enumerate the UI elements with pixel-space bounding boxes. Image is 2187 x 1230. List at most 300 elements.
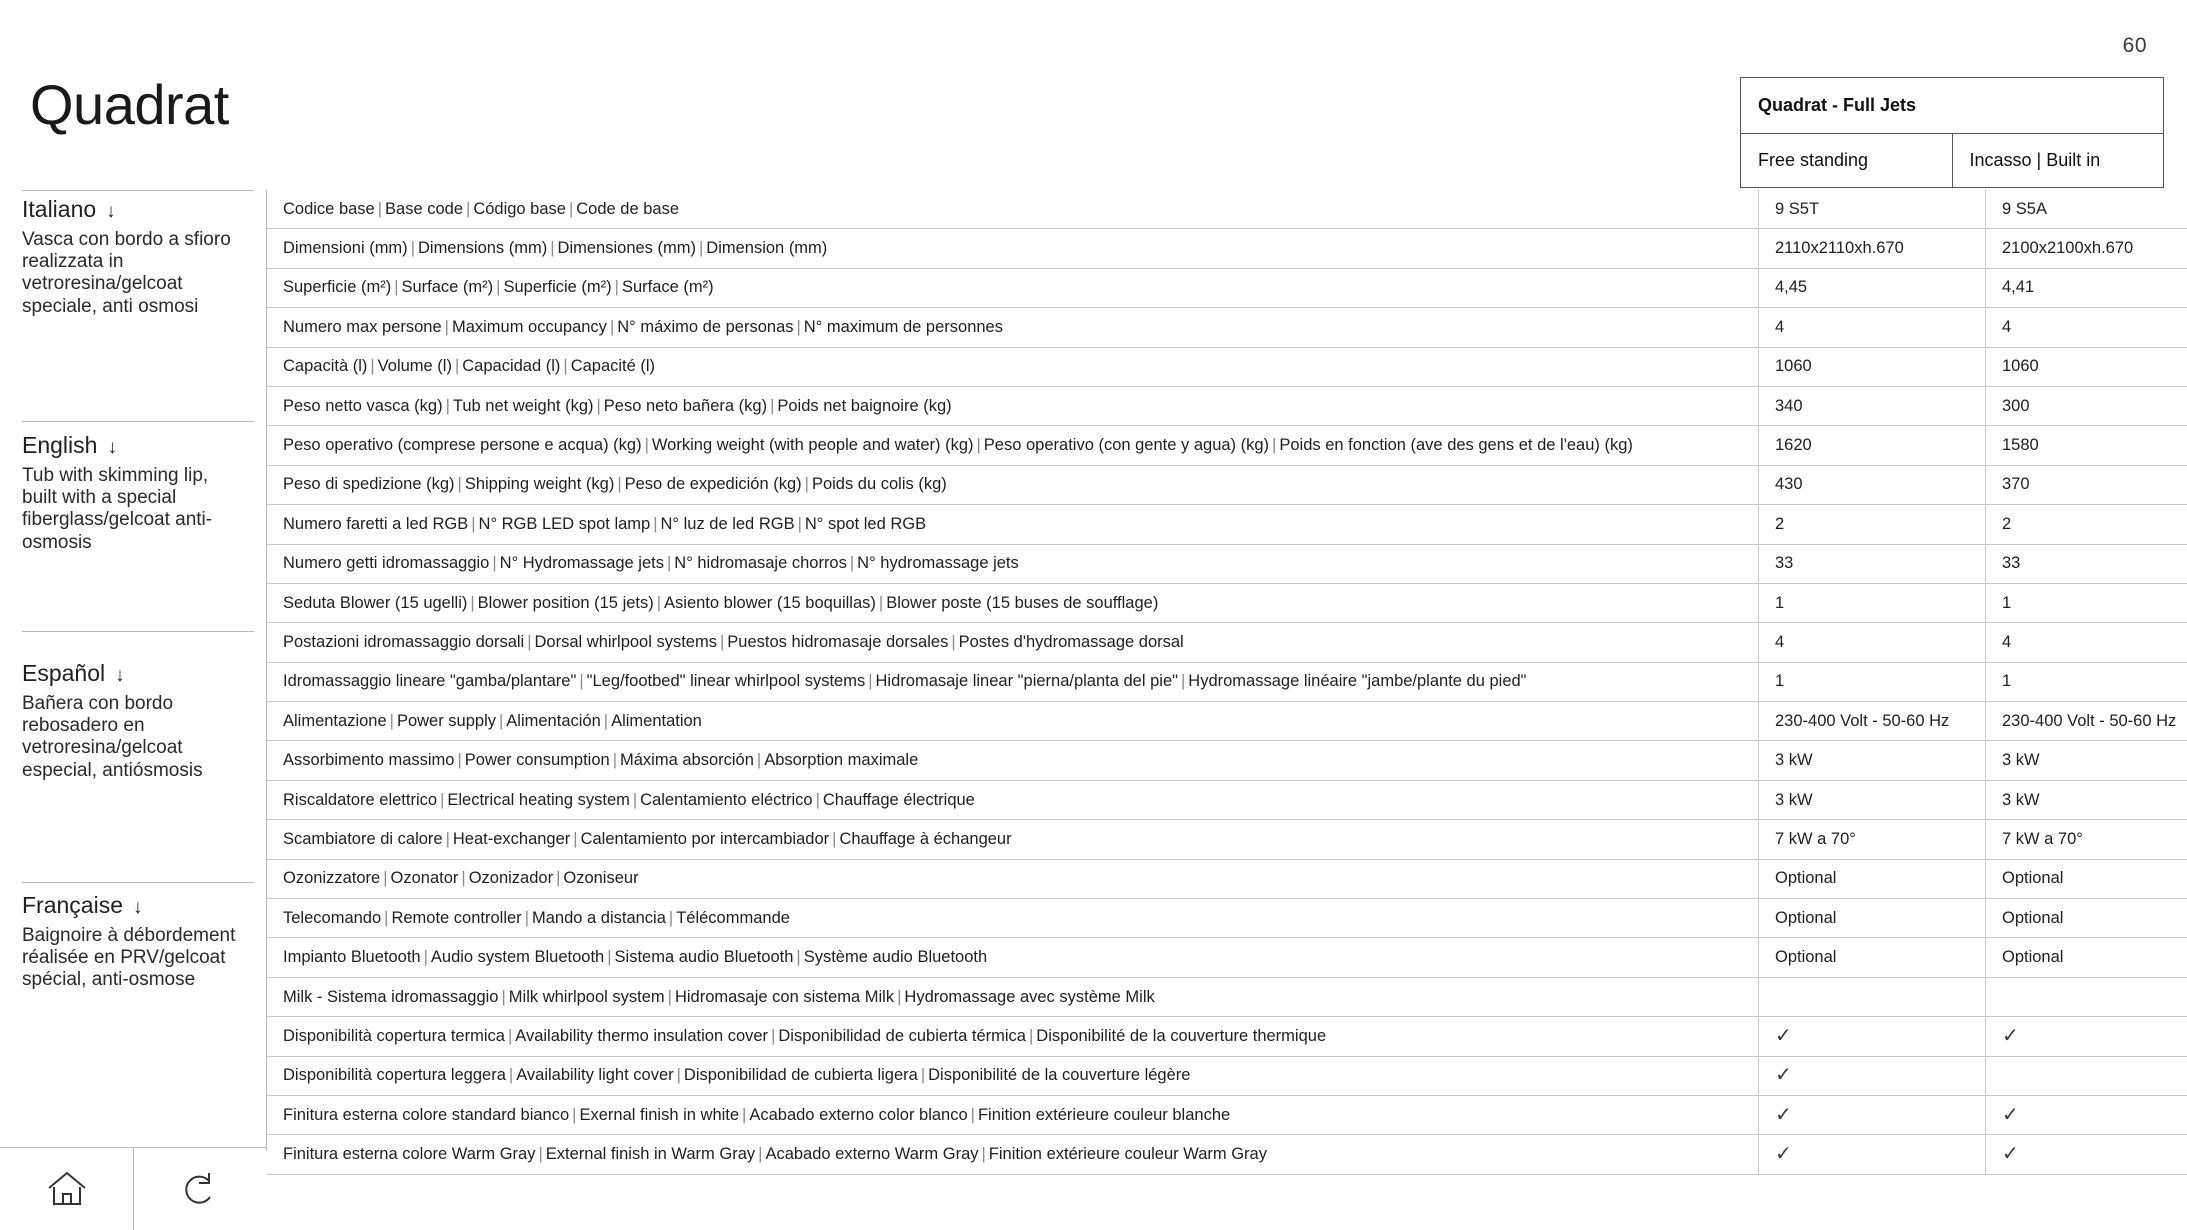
spec-label xyxy=(267,702,1759,741)
spec-label-part: Ozonator xyxy=(390,869,459,888)
language-block-italiano xyxy=(22,196,254,422)
spec-label-part: Surface (m²) xyxy=(621,278,714,297)
language-heading xyxy=(22,432,254,459)
check-icon: ✓ xyxy=(1775,1103,1792,1126)
spec-label-part: Seduta Blower (15 ugelli) xyxy=(283,593,468,612)
spec-label-part: N° RGB LED spot lamp xyxy=(478,514,651,533)
spec-label-part: Disponibilité de la couverture légère xyxy=(928,1066,1191,1085)
spec-label xyxy=(267,347,1759,386)
spec-value-free-standing xyxy=(1759,1056,1986,1095)
spec-label-part: Exernal finish in white xyxy=(579,1105,740,1124)
separator: | xyxy=(568,199,574,218)
spec-value-built-in xyxy=(1986,1017,2187,1056)
spec-label-part: Milk whirlpool system xyxy=(508,987,665,1006)
spec-value-free-standing xyxy=(1759,1095,1986,1134)
separator: | xyxy=(445,396,450,415)
spec-value-free-standing xyxy=(1759,1017,1986,1056)
spec-label-part: Electrical heating system xyxy=(447,790,630,809)
spec-value-built-in: 33 xyxy=(1986,544,2187,583)
spec-label xyxy=(267,268,1759,307)
spec-label-part: Hidromasaje linear "pierna/planta del pie" xyxy=(875,672,1178,691)
separator: | xyxy=(603,711,609,730)
down-arrow-icon: ↓ xyxy=(115,665,125,686)
spec-label-part: Audio system Bluetooth xyxy=(430,948,605,967)
spec-label-part: Power supply xyxy=(396,711,496,730)
spec-value-built-in: 300 xyxy=(1986,386,2187,425)
spec-label-part: Acabado externo color blanco xyxy=(749,1105,968,1124)
separator: | xyxy=(501,987,506,1006)
check-icon: ✓ xyxy=(1775,1024,1792,1047)
spec-value-free-standing: 1 xyxy=(1759,662,1986,701)
footer-nav xyxy=(0,1148,267,1230)
column-header-built-in: Incasso | Built in xyxy=(1952,134,2164,187)
language-heading xyxy=(22,196,254,223)
spec-value-free-standing: 430 xyxy=(1759,465,1986,504)
specifications-table xyxy=(267,190,2187,1175)
separator: | xyxy=(832,829,837,848)
language-heading xyxy=(22,660,254,687)
spec-label-part: Remote controller xyxy=(391,908,522,927)
table-row xyxy=(267,229,2187,268)
separator: | xyxy=(384,908,389,927)
spec-value-built-in: 3 kW xyxy=(1986,780,2187,819)
spec-value-free-standing: 1060 xyxy=(1759,347,1986,386)
spec-label-part: Código base xyxy=(473,199,566,218)
separator: | xyxy=(383,869,388,888)
separator: | xyxy=(556,869,561,888)
separator: | xyxy=(496,278,501,297)
separator: | xyxy=(849,554,855,573)
spec-label-part: Poids du colis (kg) xyxy=(811,475,947,494)
separator: | xyxy=(668,908,674,927)
spec-value-free-standing: 33 xyxy=(1759,544,1986,583)
separator: | xyxy=(389,711,394,730)
spec-label-part: Postazioni idromassaggio dorsali xyxy=(283,632,525,651)
separator: | xyxy=(499,711,504,730)
separator: | xyxy=(492,554,497,573)
separator: | xyxy=(1029,1026,1034,1045)
separator: | xyxy=(524,908,529,927)
spec-value-built-in: Optional xyxy=(1986,899,2187,938)
separator: | xyxy=(1181,672,1186,691)
spec-label-part: Finition extérieure couleur blanche xyxy=(977,1105,1231,1124)
spec-value-free-standing: 2 xyxy=(1759,505,1986,544)
separator: | xyxy=(410,239,415,258)
down-arrow-icon: ↓ xyxy=(132,897,143,918)
spec-label-part: Capacità (l) xyxy=(283,357,368,376)
separator: | xyxy=(572,1105,577,1124)
spec-label-part: Code de base xyxy=(576,199,680,218)
separator: | xyxy=(656,593,662,612)
spec-label xyxy=(267,1095,1759,1134)
spec-value-free-standing: 7 kW a 70° xyxy=(1759,820,1986,859)
table-row xyxy=(267,741,2187,780)
spec-label xyxy=(267,229,1759,268)
spec-label-part: Dimensiones (mm) xyxy=(557,239,696,258)
language-descriptions xyxy=(22,196,254,1116)
separator: | xyxy=(981,1145,986,1164)
separator: | xyxy=(868,672,873,691)
page-number: 60 xyxy=(2122,34,2147,57)
spec-label-part: N° hidromasaje chorros xyxy=(674,554,847,573)
spec-label-part: Telecomando xyxy=(283,908,382,927)
spec-label xyxy=(267,1135,1759,1174)
table-row xyxy=(267,386,2187,425)
spec-value-built-in: 370 xyxy=(1986,465,2187,504)
spec-label xyxy=(267,780,1759,819)
separator: | xyxy=(771,1026,776,1045)
spec-value-free-standing xyxy=(1759,1135,1986,1174)
spec-label-part: Hidromasaje con sistema Milk xyxy=(674,987,895,1006)
spec-value-built-in: 9 S5A xyxy=(1986,190,2187,229)
table-row xyxy=(267,190,2187,229)
spec-value-free-standing: 1 xyxy=(1759,583,1986,622)
language-text: Vasca con bordo a sfioro realizzata in vetroresina/gelcoat speciale, anti osmosi xyxy=(22,229,231,317)
spec-value-built-in: 2100x2100xh.670 xyxy=(1986,229,2187,268)
language-block-espanol xyxy=(22,660,254,882)
back-arrow-icon xyxy=(179,1169,223,1209)
spec-label-part: Calentamiento eléctrico xyxy=(640,790,813,809)
table-row xyxy=(267,1056,2187,1095)
spec-label-part: Idromassaggio lineare "gamba/plantare" xyxy=(283,672,577,691)
separator: | xyxy=(617,475,622,494)
check-icon: ✓ xyxy=(1775,1064,1792,1087)
spec-label xyxy=(267,938,1759,977)
spec-label-part: Blower poste (15 buses de soufflage) xyxy=(886,593,1159,612)
separator: | xyxy=(471,514,476,533)
spec-label-part: Mando a distancia xyxy=(531,908,666,927)
separator: | xyxy=(538,1145,543,1164)
separator: | xyxy=(797,514,802,533)
column-header-free-standing: Free standing xyxy=(1758,150,1869,170)
separator: | xyxy=(394,278,399,297)
separator: | xyxy=(563,357,568,376)
table-row xyxy=(267,623,2187,662)
spec-label xyxy=(267,820,1759,859)
check-icon: ✓ xyxy=(1775,1143,1792,1166)
spec-value-free-standing: 3 kW xyxy=(1759,780,1986,819)
spec-label-part: Numero faretti a led RGB xyxy=(283,514,469,533)
separator: | xyxy=(1272,436,1277,455)
spec-label xyxy=(267,1017,1759,1056)
spec-label-part: Availability thermo insulation cover xyxy=(515,1026,769,1045)
spec-value-built-in xyxy=(1986,1135,2187,1174)
table-row xyxy=(267,1017,2187,1056)
separator: | xyxy=(508,1066,514,1085)
spec-label-part: Assorbimento massimo xyxy=(283,751,455,770)
spec-label xyxy=(267,308,1759,347)
spec-label-part: Alimentación xyxy=(506,711,601,730)
spec-label-part: Calentamiento por intercambiador xyxy=(580,829,830,848)
separator: | xyxy=(719,632,725,651)
spec-value-built-in: 1060 xyxy=(1986,347,2187,386)
spec-value-free-standing: 340 xyxy=(1759,386,1986,425)
spec-label-part: Milk - Sistema idromassaggio xyxy=(283,987,499,1006)
spec-value-built-in: Optional xyxy=(1986,938,2187,977)
separator: | xyxy=(878,593,884,612)
separator: | xyxy=(698,239,704,258)
spec-label-part: Peso neto bañera (kg) xyxy=(603,396,768,415)
spec-label-part: Disponibilité de la couverture thermique xyxy=(1036,1026,1327,1045)
spec-label-part: Système audio Bluetooth xyxy=(803,948,988,967)
spec-label-part: "Leg/footbed" linear whirlpool systems xyxy=(586,672,866,691)
spec-label-part: Dimensioni (mm) xyxy=(283,239,408,258)
separator: | xyxy=(758,1145,763,1164)
spec-value-built-in: 1 xyxy=(1986,583,2187,622)
language-name: English xyxy=(22,432,98,458)
spec-value-built-in: 4 xyxy=(1986,623,2187,662)
spec-label xyxy=(267,505,1759,544)
table-row xyxy=(267,702,2187,741)
language-name: Español xyxy=(22,660,106,686)
spec-value-built-in: 1580 xyxy=(1986,426,2187,465)
language-block-francaise xyxy=(22,892,254,1106)
separator: | xyxy=(440,790,445,809)
spec-label-part: Disponibilidad de cubierta ligera xyxy=(683,1066,918,1085)
separator: | xyxy=(573,829,578,848)
spec-label-part: Alimentation xyxy=(611,711,702,730)
spec-label-part: Peso de expedición (kg) xyxy=(624,475,802,494)
spec-label-part: Ozoniseur xyxy=(563,869,639,888)
home-button[interactable] xyxy=(0,1148,133,1230)
spec-label-part: Blower position (15 jets) xyxy=(477,593,654,612)
spec-label-part: N° hydromassage jets xyxy=(857,554,1019,573)
spec-label-part: Absorption maximale xyxy=(764,751,919,770)
table-row xyxy=(267,938,2187,977)
spec-label-part: Disponibilità copertura leggera xyxy=(283,1066,506,1085)
separator: | xyxy=(579,672,584,691)
table-row xyxy=(267,1135,2187,1174)
spec-label-part: Puestos hidromasaje dorsales xyxy=(727,632,949,651)
divider xyxy=(22,190,254,191)
spec-label-part: Riscaldatore elettrico xyxy=(283,790,438,809)
separator: | xyxy=(609,317,615,336)
language-text: Baignoire à débordement réalisée en PRV/gelcoat spécial, anti-osmose xyxy=(22,925,236,991)
spec-label-part: Scambiatore di calore xyxy=(283,829,443,848)
separator: | xyxy=(607,948,612,967)
check-icon: ✓ xyxy=(2002,1103,2019,1126)
spec-label-part: Shipping weight (kg) xyxy=(464,475,615,494)
spec-label-part: Asiento blower (15 boquillas) xyxy=(664,593,876,612)
separator: | xyxy=(970,1105,975,1124)
separator: | xyxy=(742,1105,747,1124)
separator: | xyxy=(612,751,617,770)
separator: | xyxy=(804,475,809,494)
separator: | xyxy=(815,790,820,809)
separator: | xyxy=(454,357,460,376)
spec-label-part: Surface (m²) xyxy=(401,278,494,297)
spec-label-part: Hydromassage avec système Milk xyxy=(904,987,1155,1006)
table-row xyxy=(267,662,2187,701)
table-row xyxy=(267,465,2187,504)
table-row xyxy=(267,780,2187,819)
spec-label-part: Impianto Bluetooth xyxy=(283,948,421,967)
spec-label-part: Dorsal whirlpool systems xyxy=(534,632,717,651)
separator: | xyxy=(770,396,775,415)
table-row xyxy=(267,268,2187,307)
spec-label xyxy=(267,859,1759,898)
separator: | xyxy=(920,1066,926,1085)
spec-label-part: Availability light cover xyxy=(516,1066,674,1085)
table-row xyxy=(267,347,2187,386)
spec-value-built-in: 230-400 Volt - 50-60 Hz xyxy=(1986,702,2187,741)
separator: | xyxy=(444,317,449,336)
separator: | xyxy=(796,948,801,967)
table-row xyxy=(267,859,2187,898)
language-name: Italiano xyxy=(22,196,97,222)
spec-value-built-in: Optional xyxy=(1986,859,2187,898)
table-row xyxy=(267,977,2187,1016)
spec-label-part: Ozonizador xyxy=(468,869,554,888)
separator: | xyxy=(596,396,601,415)
separator: | xyxy=(976,436,981,455)
down-arrow-icon: ↓ xyxy=(106,201,116,222)
spec-label-part: Dimensions (mm) xyxy=(417,239,548,258)
spec-label-part: Base code xyxy=(385,199,464,218)
spec-value-built-in xyxy=(1986,1095,2187,1134)
spec-label-part: Máxima absorción xyxy=(620,751,754,770)
separator: | xyxy=(667,987,672,1006)
separator: | xyxy=(897,987,902,1006)
spec-label-part: Chauffage électrique xyxy=(822,790,975,809)
spec-label-part: Peso operativo (con gente y agua) (kg) xyxy=(983,436,1270,455)
separator: | xyxy=(550,239,555,258)
spec-label-part: Numero getti idromassaggio xyxy=(283,554,490,573)
spec-value-free-standing: 230-400 Volt - 50-60 Hz xyxy=(1759,702,1986,741)
separator: | xyxy=(423,948,428,967)
spec-value-built-in: 2 xyxy=(1986,505,2187,544)
product-header-title: Quadrat - Full Jets xyxy=(1741,78,2163,134)
home-icon xyxy=(45,1169,89,1209)
language-text: Tub with skimming lip, built with a special fiberglass/gelcoat anti-osmosis xyxy=(22,465,213,553)
spec-label-part: Capacité (l) xyxy=(570,357,656,376)
spec-label-part: N° máximo de personas xyxy=(617,317,794,336)
separator: | xyxy=(466,199,471,218)
spec-label-part: Finition extérieure couleur Warm Gray xyxy=(988,1145,1267,1164)
separator: | xyxy=(676,1066,681,1085)
separator: | xyxy=(470,593,475,612)
spec-label-part: Ozonizzatore xyxy=(283,869,381,888)
separator: | xyxy=(796,317,801,336)
spec-value-free-standing: Optional xyxy=(1759,938,1986,977)
spec-label-part: N° luz de led RGB xyxy=(660,514,795,533)
language-heading xyxy=(22,892,254,919)
spec-label-part: Tub net weight (kg) xyxy=(452,396,594,415)
spec-label-part: Poids net baignoire (kg) xyxy=(777,396,952,415)
spec-label-part: Postes d'hydromassage dorsal xyxy=(958,632,1184,651)
spec-label-part: Finitura esterna colore Warm Gray xyxy=(283,1145,536,1164)
spec-label-part: Finitura esterna colore standard bianco xyxy=(283,1105,570,1124)
separator: | xyxy=(461,869,466,888)
spec-label xyxy=(267,662,1759,701)
check-icon: ✓ xyxy=(2002,1024,2019,1047)
spec-value-built-in: 3 kW xyxy=(1986,741,2187,780)
product-header-columns xyxy=(1741,134,2163,188)
spec-label-part: Disponibilità copertura termica xyxy=(283,1026,505,1045)
spec-label-part: Peso netto vasca (kg) xyxy=(283,396,443,415)
spec-label xyxy=(267,426,1759,465)
table-row xyxy=(267,308,2187,347)
spec-label xyxy=(267,583,1759,622)
spec-label-part: Heat-exchanger xyxy=(452,829,571,848)
spec-label-part: Alimentazione xyxy=(283,711,387,730)
spec-label xyxy=(267,190,1759,229)
separator: | xyxy=(632,790,638,809)
spec-value-built-in xyxy=(1986,1056,2187,1095)
spec-label-part: Working weight (with people and water) (kg) xyxy=(651,436,974,455)
spec-label-part: Acabado externo Warm Gray xyxy=(765,1145,979,1164)
spec-value-free-standing: 1620 xyxy=(1759,426,1986,465)
spec-label-part: Codice base xyxy=(283,199,375,218)
separator: | xyxy=(756,751,762,770)
spec-label-part: Hydromassage linéaire "jambe/plante du pied" xyxy=(1188,672,1527,691)
spec-label-part: Disponibilidad de cubierta térmica xyxy=(778,1026,1026,1045)
check-icon: ✓ xyxy=(2002,1143,2019,1166)
separator: | xyxy=(666,554,672,573)
spec-value-free-standing: 3 kW xyxy=(1759,741,1986,780)
spec-value-free-standing xyxy=(1759,977,1986,1016)
spec-label-part: Télécommande xyxy=(676,908,790,927)
separator: | xyxy=(614,278,619,297)
spec-value-built-in: 1 xyxy=(1986,662,2187,701)
spec-label xyxy=(267,1056,1759,1095)
spec-value-free-standing: Optional xyxy=(1759,859,1986,898)
spec-label xyxy=(267,977,1759,1016)
table-row xyxy=(267,505,2187,544)
table-row xyxy=(267,1095,2187,1134)
spec-label-part: Superficie (m²) xyxy=(283,278,392,297)
spec-label xyxy=(267,741,1759,780)
separator: | xyxy=(527,632,532,651)
language-block-english xyxy=(22,432,254,650)
back-button[interactable] xyxy=(133,1148,267,1230)
spec-label-part: Maximum occupancy xyxy=(451,317,607,336)
spec-label-part: N° maximum de personnes xyxy=(803,317,1003,336)
spec-label-part: Peso operativo (comprese persone e acqua) (kg) xyxy=(283,436,642,455)
product-header-box xyxy=(1740,77,2164,188)
separator: | xyxy=(653,514,658,533)
spec-value-built-in xyxy=(1986,977,2187,1016)
separator: | xyxy=(457,751,462,770)
language-text: Bañera con bordo rebosadero en vetroresina/gelcoat especial, antiósmosis xyxy=(22,693,203,781)
spec-label-part: Peso di spedizione (kg) xyxy=(283,475,455,494)
separator: | xyxy=(644,436,649,455)
page-title: Quadrat xyxy=(30,73,229,136)
spec-label-part: Volume (l) xyxy=(377,357,452,376)
spec-value-built-in: 4 xyxy=(1986,308,2187,347)
separator: | xyxy=(951,632,956,651)
spec-value-free-standing: Optional xyxy=(1759,899,1986,938)
table-row xyxy=(267,583,2187,622)
separator: | xyxy=(377,199,383,218)
spec-label-part: Numero max persone xyxy=(283,317,442,336)
spec-label xyxy=(267,465,1759,504)
spec-value-free-standing: 4,45 xyxy=(1759,268,1986,307)
separator: | xyxy=(507,1026,513,1045)
language-name: Française xyxy=(22,892,123,918)
spec-label xyxy=(267,899,1759,938)
spec-label-part: External finish in Warm Gray xyxy=(545,1145,756,1164)
table-row xyxy=(267,820,2187,859)
spec-label-part: N° Hydromassage jets xyxy=(499,554,664,573)
table-row xyxy=(267,544,2187,583)
spec-label-part: Power consumption xyxy=(464,751,610,770)
table-row xyxy=(267,899,2187,938)
spec-value-free-standing: 2110x2110xh.670 xyxy=(1759,229,1986,268)
spec-label xyxy=(267,544,1759,583)
spec-label-part: Capacidad (l) xyxy=(462,357,561,376)
table-row xyxy=(267,426,2187,465)
